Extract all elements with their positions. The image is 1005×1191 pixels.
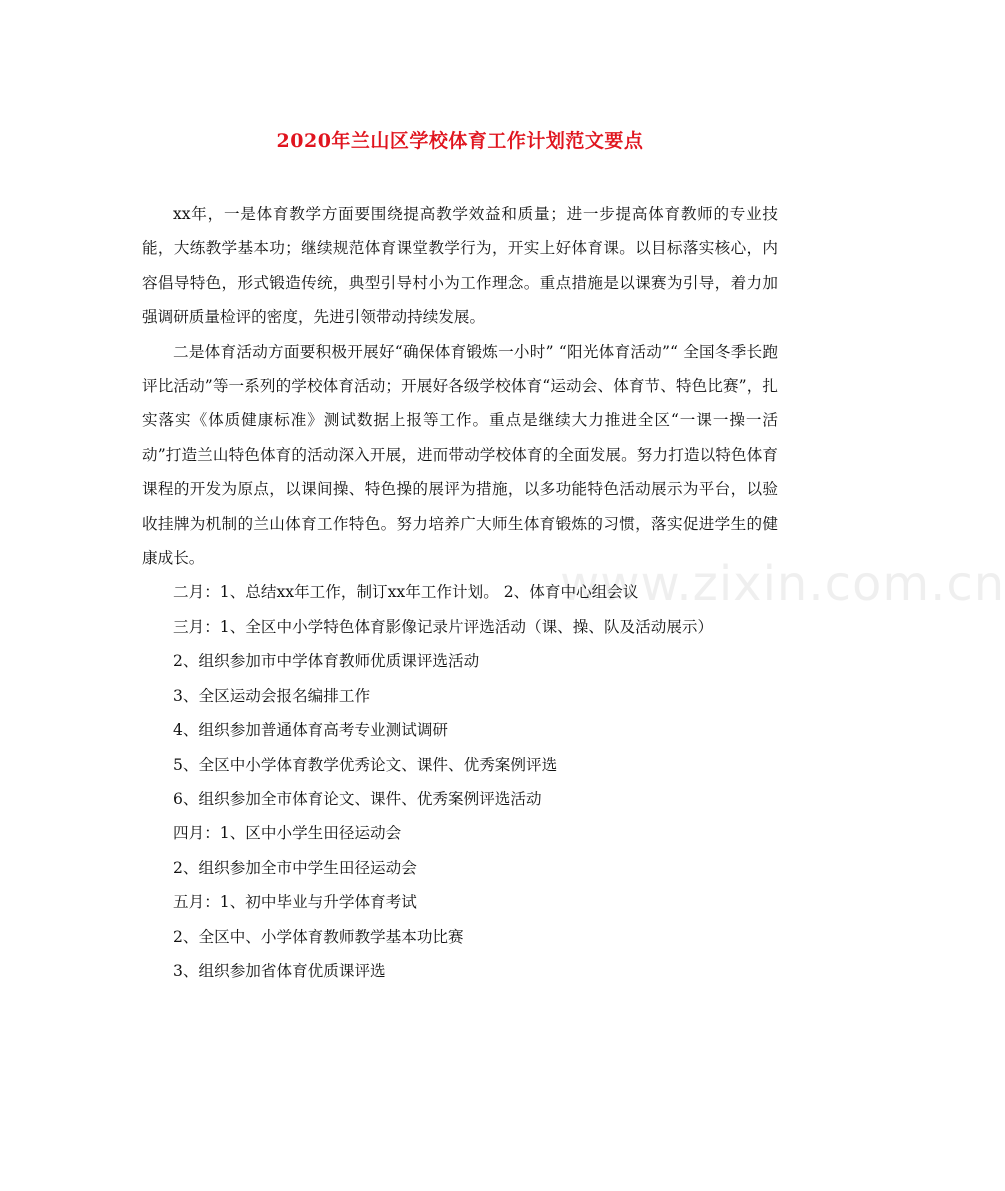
schedule-item-mar-5: 5、全区中小学体育教学优秀论文、课件、优秀案例评选 — [173, 755, 558, 774]
schedule-item-may-2: 2、全区中、小学体育教师教学基本功比赛 — [173, 927, 464, 946]
schedule-item-apr-2: 2、组织参加全市中学生田径运动会 — [173, 858, 417, 877]
schedule-item-mar-3: 3、全区运动会报名编排工作 — [173, 686, 371, 705]
schedule-item-mar-6: 6、组织参加全市体育论文、课件、优秀案例评选活动 — [173, 789, 542, 808]
schedule-item-may-3: 3、组织参加省体育优质课评选 — [173, 961, 386, 980]
watermark: www.zixin.com.cn — [560, 556, 1005, 612]
schedule-item-apr-1: 四月：1、区中小学生田径运动会 — [173, 824, 402, 843]
schedule-item-mar-1: 三月：1、全区中小学特色体育影像记录片评选活动（课、操、队及活动展示） — [173, 617, 714, 636]
schedule-item-feb: 二月：1、总结xx年工作，制订xx年工作计划。 2、体育中心组会议 — [173, 583, 639, 602]
schedule-item-mar-2: 2、组织参加市中学体育教师优质课评选活动 — [173, 652, 480, 671]
paragraph-activities: 二是体育活动方面要积极开展好“确保体育锻炼一小时” “阳光体育活动”“ 全国冬季长跑评比活动”等一系列的学校体育活动；开展好各级学校体育“运动会、体育节、特色比赛”，扎实落实《体质健康标准》测试数据上报等工作。重点是继续大力推进全区“一课一操一活动”打造兰山特色体育的活动深入开展，进而带动学校体育的全面发展。努力打造以特色体育课程的开发为原点，以课间操、特色操的展评为措施，以多功能特色活动展示为平台，以验收挂牌为机制的兰山体育工作特色。努力培养广大师生体育锻炼的习惯，落实促进学生的健康成长。 — [142, 342, 778, 568]
document-title: 2020年兰山区学校体育工作计划范文要点 — [276, 130, 644, 152]
paragraph-teaching: xx年，一是体育教学方面要围绕提高教学效益和质量；进一步提高体育教师的专业技能，大练教学基本功；继续规范体育课堂教学行为，开实上好体育课。以目标落实核心，内容倡导特色，形式锻造传统，典型引导村小为工作理念。重点措施是以课赛为引导，着力加强调研质量检评的密度，先进引领带动持续发展。 — [142, 205, 778, 327]
schedule-item-mar-4: 4、组织参加普通体育高考专业测试调研 — [173, 721, 449, 740]
document-body — [142, 197, 778, 988]
schedule-item-may-1: 五月：1、初中毕业与升学体育考试 — [173, 893, 417, 912]
